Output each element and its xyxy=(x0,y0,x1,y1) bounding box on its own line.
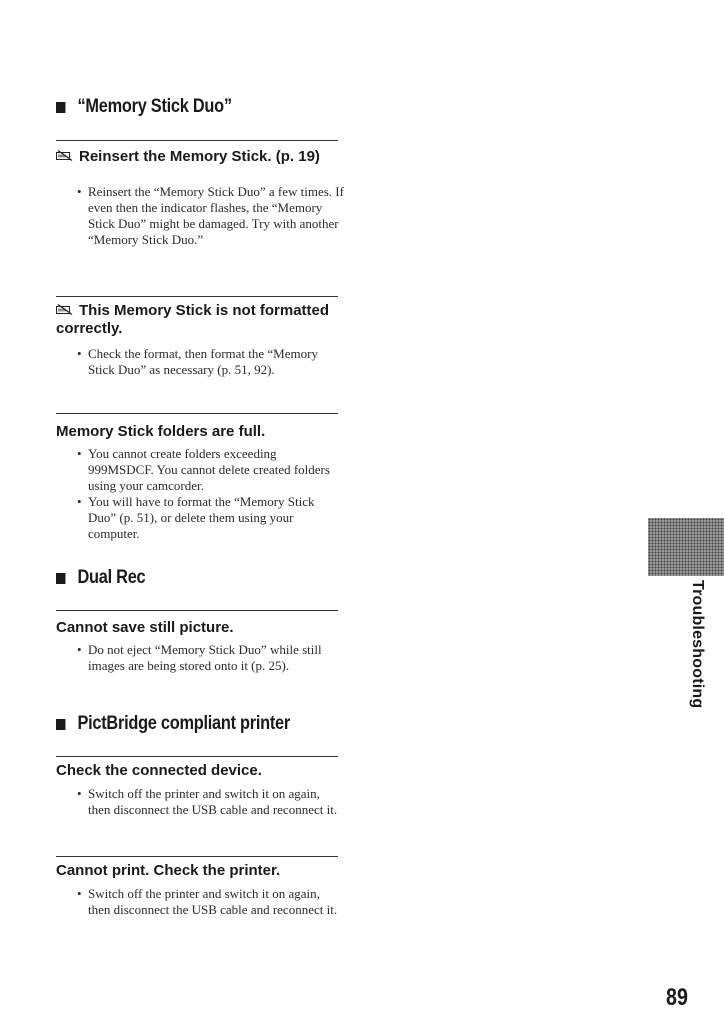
divider xyxy=(56,756,338,757)
bullet-item: • You cannot create folders exceeding 999MSDCF. You cannot delete created folders using your camcorder. xyxy=(77,446,345,494)
tab-pattern xyxy=(648,518,724,576)
square-bullet-icon xyxy=(56,719,65,730)
section-heading-text: Dual Rec xyxy=(77,567,146,588)
bullet-list xyxy=(77,184,345,248)
bullet-item: • Switch off the printer and switch it on again, then disconnect the USB cable and reconnect it. xyxy=(77,786,345,818)
square-bullet-icon xyxy=(56,102,65,113)
error-message xyxy=(56,423,346,441)
bullet-list xyxy=(77,886,345,918)
section-heading-text: PictBridge compliant printer xyxy=(77,713,291,734)
bullet-item: • You will have to format the “Memory Stick Duo” (p. 51), or delete them using your computer. xyxy=(77,494,345,542)
section-heading-memory-stick-duo xyxy=(56,96,232,118)
error-message xyxy=(56,619,346,637)
memory-stick-warning-icon xyxy=(56,304,73,315)
page-number: 89 xyxy=(666,984,688,1011)
chapter-label: Troubleshooting xyxy=(689,580,706,709)
error-message-text: Reinsert the Memory Stick. (p. 19) xyxy=(79,148,320,165)
divider xyxy=(56,413,338,414)
bullet-list xyxy=(77,786,345,818)
divider xyxy=(56,296,338,297)
error-message xyxy=(56,148,346,166)
divider xyxy=(56,140,338,141)
bullet-item: • Check the format, then format the “Memory Stick Duo” as necessary (p. 51, 92). xyxy=(77,346,345,378)
error-message-text: This Memory Stick is not formatted correctly. xyxy=(56,302,330,337)
error-message xyxy=(56,862,346,880)
square-bullet-icon xyxy=(56,573,65,584)
memory-stick-warning-icon xyxy=(56,150,73,161)
bullet-list xyxy=(77,446,345,542)
divider xyxy=(56,856,338,857)
bullet-item: • Reinsert the “Memory Stick Duo” a few times. If even then the indicator flashes, the “Memory Stick Duo” might be damaged. Try with another “Memory Stick Duo.” xyxy=(77,184,345,248)
error-message-text: Cannot print. Check the printer. xyxy=(56,862,281,879)
section-heading-pictbridge xyxy=(56,713,290,735)
error-message-text: Check the connected device. xyxy=(56,762,262,779)
error-message xyxy=(56,762,346,780)
bullet-list xyxy=(77,346,345,378)
chapter-side-tab xyxy=(648,518,724,709)
bullet-item: • Do not eject “Memory Stick Duo” while still images are being stored onto it (p. 25). xyxy=(77,642,345,674)
error-message-text: Cannot save still picture. xyxy=(56,619,234,636)
divider xyxy=(56,610,338,611)
bullet-list xyxy=(77,642,345,674)
error-message xyxy=(56,302,346,338)
section-heading-dual-rec xyxy=(56,567,145,589)
error-message-text: Memory Stick folders are full. xyxy=(56,423,266,440)
section-heading-text: “Memory Stick Duo” xyxy=(77,96,232,117)
bullet-item: • Switch off the printer and switch it on again, then disconnect the USB cable and reconnect it. xyxy=(77,886,345,918)
